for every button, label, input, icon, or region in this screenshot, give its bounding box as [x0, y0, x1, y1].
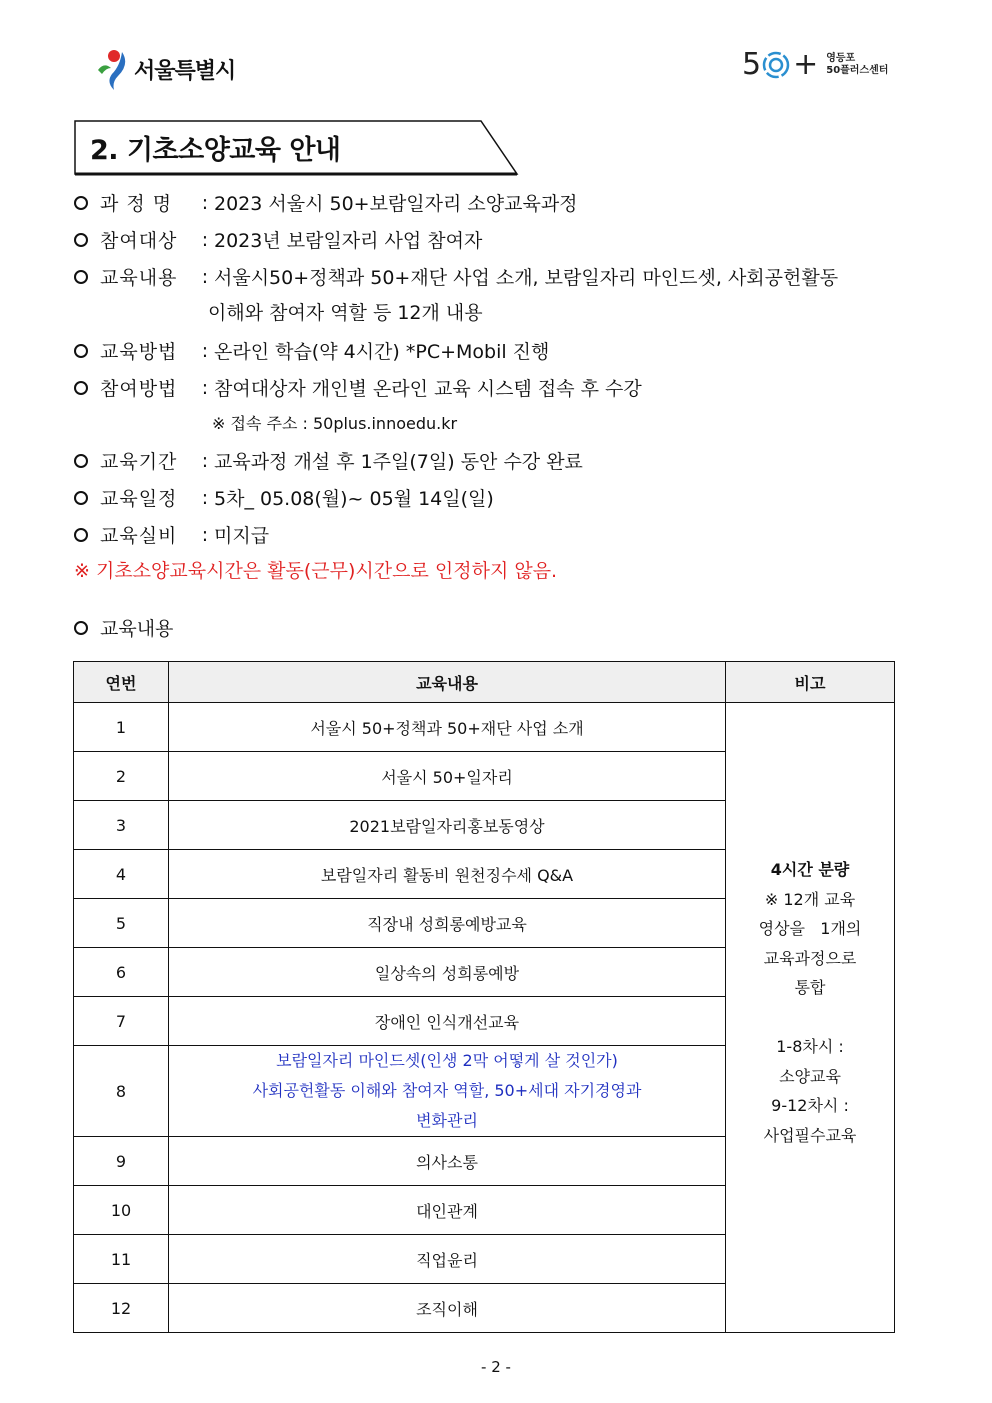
logo-plus: +	[793, 47, 819, 82]
cell-content: 보람일자리 활동비 원천징수세 Q&A	[169, 850, 726, 899]
remarks-line: 영상을 1개의	[758, 919, 862, 938]
cell-no: 1	[74, 703, 169, 752]
info-label: 참여방법	[100, 378, 178, 400]
col-header-content: 교육내용	[169, 662, 726, 703]
section-heading	[72, 614, 173, 641]
cell-no: 5	[74, 899, 169, 948]
info-content-continuation: 이해와 참여자 역할 등 12개 내용	[208, 302, 483, 324]
cell-no: 6	[74, 948, 169, 997]
info-content	[72, 258, 912, 295]
colon: :	[201, 191, 209, 214]
info-label: 과 정 명	[100, 193, 173, 215]
remarks-line: 1-8차시 :	[776, 1037, 844, 1056]
cell-content: 조직이해	[169, 1284, 726, 1333]
info-label: 참여대상	[100, 230, 178, 252]
content-line: 보람일자리 마인드셋(인생 2막 어떻게 살 것인가)	[276, 1051, 618, 1070]
circle-bullet-icon	[74, 233, 88, 247]
seoul-logo	[96, 48, 235, 90]
course-info-list	[72, 184, 912, 590]
info-value: 5차_ 05.08(월)~ 05월 14일(일)	[214, 488, 494, 510]
warning-note: ※ 기초소양교육시간은 활동(근무)시간으로 인정하지 않음.	[74, 560, 558, 582]
circle-bullet-icon	[74, 528, 88, 542]
circle-bullet-icon	[74, 621, 88, 635]
info-value: 미지급	[214, 525, 270, 547]
info-course-name	[72, 184, 912, 221]
content-line: 변화관리	[416, 1111, 478, 1130]
curriculum-table	[73, 661, 895, 1333]
remarks-title: 4시간 분량	[770, 860, 850, 879]
access-address-note: ※ 접속 주소 : 50plus.innoedu.kr	[212, 414, 458, 433]
cell-no: 11	[74, 1235, 169, 1284]
colon: :	[201, 486, 209, 509]
remarks-line: 교육과정으로	[763, 948, 857, 968]
remarks-line: 소양교육	[779, 1066, 841, 1086]
circle-bullet-icon	[74, 454, 88, 468]
section-heading-text: 교육내용	[100, 618, 174, 640]
target-circle-icon	[761, 50, 791, 80]
colon: :	[201, 523, 209, 546]
cell-remarks	[726, 703, 895, 1333]
info-period	[72, 442, 912, 479]
logo-line2: 50플러스센터	[826, 65, 889, 76]
colon: :	[201, 376, 209, 399]
info-schedule	[72, 479, 912, 516]
info-method	[72, 332, 912, 369]
cell-no: 10	[74, 1186, 169, 1235]
cell-content: 서울시 50+일자리	[169, 752, 726, 801]
seoul-logo-text: 서울특별시	[134, 58, 236, 84]
colon: :	[201, 228, 209, 251]
cell-no: 3	[74, 801, 169, 850]
cell-no: 7	[74, 997, 169, 1046]
logo-number: 5	[742, 47, 762, 82]
cell-no: 12	[74, 1284, 169, 1333]
circle-bullet-icon	[74, 196, 88, 210]
info-value: 온라인 학습(약 4시간) *PC+Mobil 진행	[214, 341, 550, 363]
info-label: 교육내용	[100, 267, 178, 289]
cell-content: 일상속의 성희롱예방	[169, 948, 726, 997]
cell-content-multiline	[169, 1046, 726, 1137]
cell-no: 9	[74, 1137, 169, 1186]
cell-content: 2021보람일자리홍보동영상	[169, 801, 726, 850]
circle-bullet-icon	[74, 344, 88, 358]
remarks-line: 9-12차시 :	[771, 1096, 849, 1115]
info-label: 교육방법	[100, 341, 178, 363]
cell-content: 의사소통	[169, 1137, 726, 1186]
page-header	[0, 40, 992, 100]
cell-content: 서울시 50+정책과 50+재단 사업 소개	[169, 703, 726, 752]
remarks-line: 통합	[794, 978, 826, 997]
cell-content: 장애인 인식개선교육	[169, 997, 726, 1046]
cell-no: 2	[74, 752, 169, 801]
info-value: 참여대상자 개인별 온라인 교육 시스템 접속 후 수강	[214, 378, 642, 400]
50plus-center-logo	[742, 47, 889, 82]
col-header-no: 연번	[74, 662, 169, 703]
logo-line1: 영등포	[826, 53, 856, 64]
seoul-emblem-icon	[96, 48, 132, 90]
table-row	[74, 703, 895, 752]
cell-content: 직업윤리	[169, 1235, 726, 1284]
remarks-line: ※ 12개 교육	[764, 889, 856, 909]
logo-center-name	[826, 53, 888, 77]
info-participation	[72, 369, 912, 406]
table-header-row	[74, 662, 895, 703]
content-line: 사회공헌활동 이해와 참여자 역할, 50+세대 자기경영과	[252, 1081, 642, 1100]
info-label: 교육실비	[100, 525, 178, 547]
info-expense	[72, 516, 912, 553]
info-target	[72, 221, 912, 258]
colon: :	[201, 265, 209, 288]
page-title: 2. 기초소양교육 안내	[90, 135, 341, 166]
colon: :	[201, 339, 209, 362]
cell-no: 4	[74, 850, 169, 899]
info-value: 2023년 보람일자리 사업 참여자	[214, 230, 483, 252]
col-header-remarks: 비고	[726, 662, 895, 703]
info-value: 서울시50+정책과 50+재단 사업 소개, 보람일자리 마인드셋, 사회공헌활동	[214, 267, 839, 289]
page-number: - 2 -	[481, 1358, 511, 1376]
info-value: 2023 서울시 50+보람일자리 소양교육과정	[214, 193, 578, 215]
cell-content: 직장내 성희롱예방교육	[169, 899, 726, 948]
cell-no: 8	[74, 1046, 169, 1137]
circle-bullet-icon	[74, 381, 88, 395]
remarks-spacer	[726, 1003, 894, 1033]
colon: :	[201, 449, 209, 472]
remarks-line: 사업필수교육	[763, 1125, 857, 1145]
circle-bullet-icon	[74, 270, 88, 284]
info-label: 교육기간	[100, 451, 178, 473]
info-value: 교육과정 개설 후 1주일(7일) 동안 수강 완료	[214, 451, 583, 473]
section-title-box	[74, 120, 514, 174]
circle-bullet-icon	[74, 491, 88, 505]
cell-content: 대인관계	[169, 1186, 726, 1235]
info-label: 교육일정	[100, 488, 178, 510]
